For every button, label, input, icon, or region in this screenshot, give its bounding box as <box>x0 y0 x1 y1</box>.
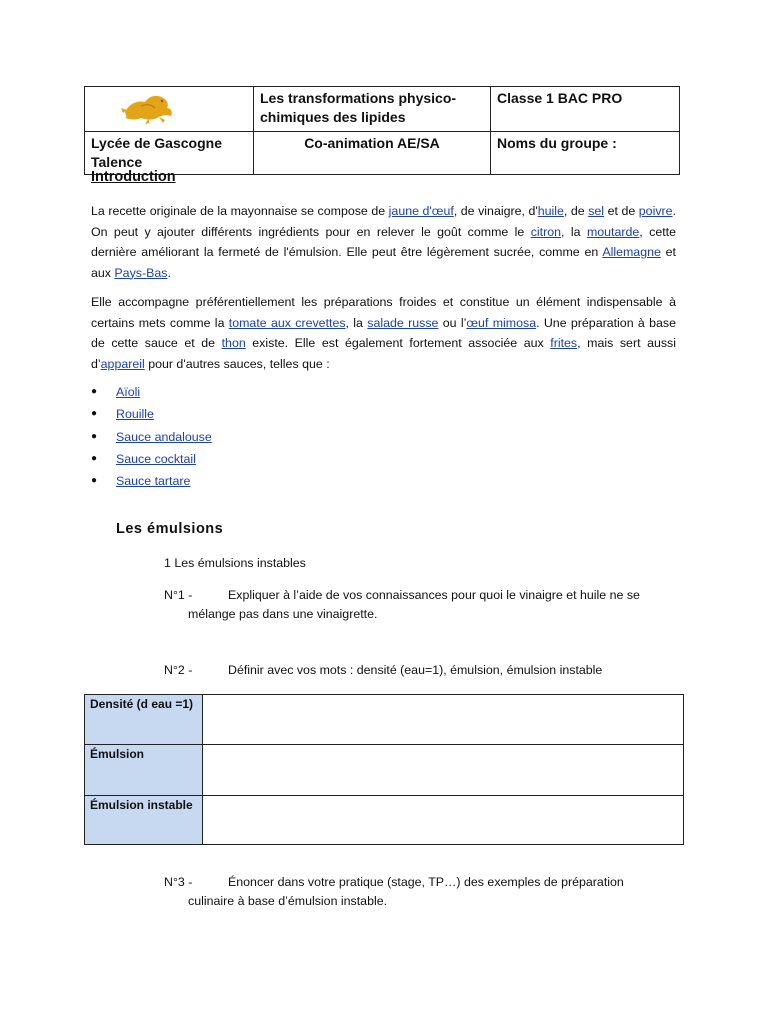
inline-link[interactable]: huile <box>537 204 564 218</box>
inline-link[interactable]: thon <box>221 336 246 350</box>
bullet-icon: ● <box>91 452 98 464</box>
paragraph-text: , la <box>345 315 368 330</box>
paragraph-text: La recette originale de la mayonnaise se compose de <box>91 204 389 218</box>
question-1 <box>164 586 640 624</box>
bullet-icon: ● <box>91 386 98 397</box>
term-density: Densité (d eau =1) <box>85 695 203 745</box>
term-emulsion: Émulsion <box>85 745 203 796</box>
inline-link[interactable]: moutarde <box>586 224 640 239</box>
paragraph-text: . <box>167 265 171 280</box>
sauce-link-aioli[interactable]: Aïoli <box>116 385 141 399</box>
emulsions-heading: Les émulsions <box>116 521 224 537</box>
sauce-list <box>91 381 212 492</box>
sauce-link-andalouse[interactable]: Sauce andalouse <box>116 429 212 444</box>
lion-logo-icon <box>119 88 179 126</box>
paragraph-text: Elle accompagne préférentiellement les préparations froides et constitue un élément indispensable à certains mets comme la <box>91 295 676 330</box>
question-2-text: Définir avec vos mots : densité (eau=1), émulsion, émulsion instable <box>228 663 603 677</box>
intro-paragraph-1 <box>91 201 676 283</box>
group-label: Noms du groupe : <box>497 135 617 151</box>
paragraph-text: et de <box>604 204 639 218</box>
paragraph-text: . Une préparation à base de cette sauce et de <box>91 315 676 350</box>
school-line-1: Lycée de Gascogne <box>91 135 222 151</box>
group-cell <box>491 132 680 175</box>
question-2 <box>164 661 602 680</box>
inline-link[interactable]: sel <box>588 204 605 218</box>
logo-cell <box>85 87 254 132</box>
question-1-text: Expliquer à l’aide de vos connaissances pour quoi le vinaigre et huile ne se <box>228 588 640 602</box>
inline-link[interactable]: Allemagne <box>602 245 661 259</box>
paragraph-text: , de vinaigre, d' <box>453 204 538 218</box>
coanimation-label: Co-animation AE/SA <box>304 135 440 151</box>
paragraph-text: pour d'autres sauces, telles que : <box>144 356 330 371</box>
intro-heading: Introduction <box>91 169 176 185</box>
question-3 <box>164 873 624 911</box>
unstable-emulsions-subheading: 1 Les émulsions instables <box>164 556 306 570</box>
coanimation-cell <box>254 132 491 175</box>
list-item <box>91 381 212 403</box>
title-line-1: Les transformations physico- <box>260 90 457 106</box>
question-3-number: N°3 - <box>164 875 193 889</box>
paragraph-text: et aux <box>91 245 676 280</box>
answer-emulsion[interactable] <box>203 745 684 796</box>
sauce-link-rouille[interactable]: Rouille <box>116 407 154 422</box>
paragraph-text: . On peut y ajouter différents ingrédients pour en relever le goût comme le <box>91 204 676 239</box>
inline-link[interactable]: œuf mimosa <box>466 315 537 330</box>
school-line-2: Talence <box>91 154 143 170</box>
inline-link[interactable]: citron <box>530 224 562 239</box>
list-item <box>91 470 212 492</box>
definitions-table <box>84 694 684 845</box>
list-item <box>91 448 212 470</box>
inline-link[interactable]: appareil <box>100 356 145 371</box>
inline-link[interactable]: Pays-Bas <box>114 265 168 280</box>
title-line-2: chimiques des lipides <box>260 109 406 125</box>
list-item <box>91 426 212 448</box>
question-3-text: Énoncer dans votre pratique (stage, TP…) des exemples de préparation <box>228 875 624 889</box>
paragraph-text: , cette dernière améliorant la fermeté de l'émulsion. Elle peut être légèrement sucrée, comme en <box>91 224 676 259</box>
question-3-text-cont: culinaire à base d’émulsion instable. <box>188 894 388 908</box>
class-cell <box>491 87 680 132</box>
bullet-icon: ● <box>91 430 98 442</box>
intro-paragraph-2 <box>91 292 676 374</box>
header-table <box>84 86 680 175</box>
question-1-text-cont: mélange pas dans une vinaigrette. <box>188 607 378 621</box>
bullet-icon: ● <box>91 475 98 487</box>
inline-link[interactable]: frites <box>550 336 578 350</box>
bullet-icon: ● <box>91 408 98 420</box>
table-row <box>85 796 684 845</box>
class-label: Classe 1 BAC PRO <box>497 90 623 106</box>
question-2-number: N°2 - <box>164 663 193 677</box>
inline-link[interactable]: tomate aux crevettes <box>228 315 346 330</box>
sauce-link-tartare[interactable]: Sauce tartare <box>116 474 191 489</box>
paragraph-text: , de <box>563 204 589 218</box>
title-cell <box>254 87 491 132</box>
list-item <box>91 403 212 425</box>
paragraph-text: existe. Elle est également fortement associée aux <box>245 336 551 350</box>
answer-density[interactable] <box>203 695 684 745</box>
term-unstable-emulsion: Émulsion instable <box>85 796 203 845</box>
answer-unstable-emulsion[interactable] <box>203 796 684 845</box>
paragraph-text: , la <box>561 224 587 239</box>
inline-link[interactable]: jaune d'œuf <box>388 204 454 218</box>
sauce-link-cocktail[interactable]: Sauce cocktail <box>116 451 196 466</box>
inline-link[interactable]: salade russe <box>367 315 439 330</box>
table-row <box>85 745 684 796</box>
paragraph-text: , mais sert aussi d’ <box>91 336 676 371</box>
inline-link[interactable]: poivre <box>638 204 673 218</box>
table-row <box>85 695 684 745</box>
question-1-number: N°1 - <box>164 588 193 602</box>
paragraph-text: ou l’ <box>438 315 467 330</box>
